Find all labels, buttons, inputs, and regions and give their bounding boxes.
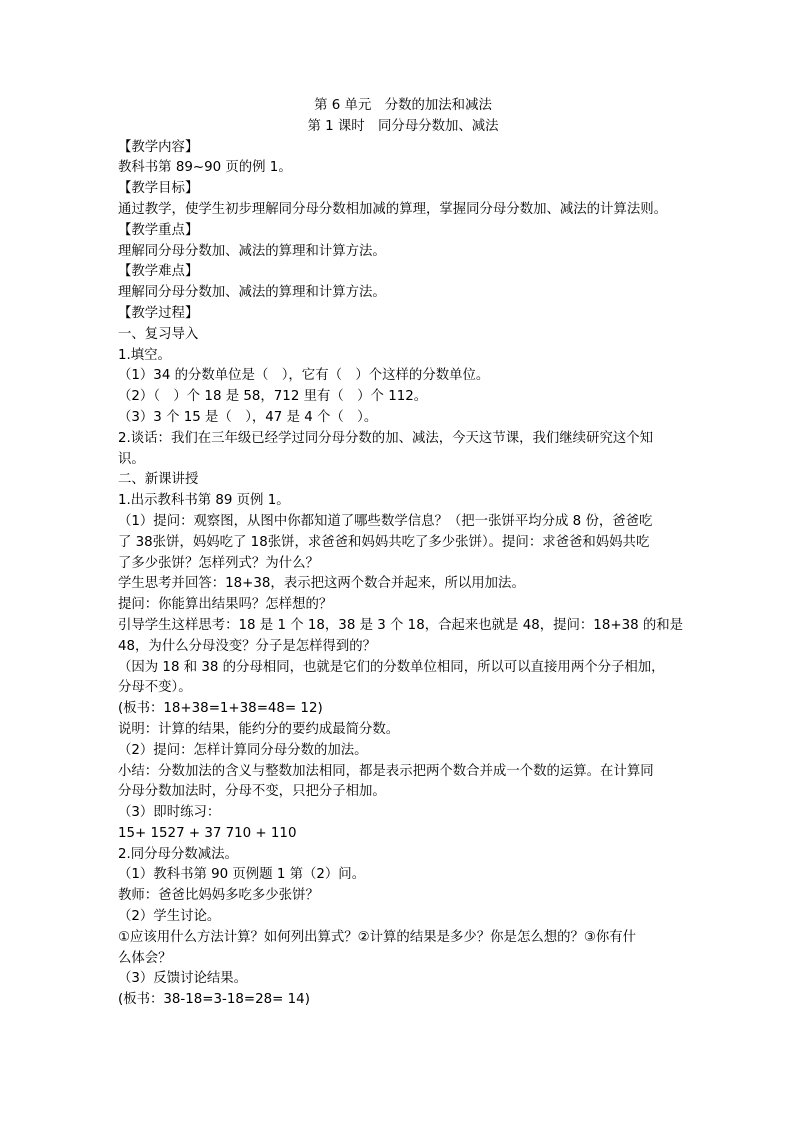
text-line: 了 38张饼，妈妈吃了 18张饼，求爸爸和妈妈共吃了多少张饼）。提问：求爸爸和妈妈共吃 [118,534,650,550]
section-heading-difficulties: 【教学难点】 [118,264,199,280]
paragraph-key-points: 理解同分母分数加、减法的算理和计算方法。 [118,243,386,259]
subheading-new-lesson: 二、新课讲授 [118,472,199,488]
unit-title: 第 6 单元 分数的加法和减法 [314,98,492,113]
text-line: （1）提问：观察图，从图中你都知道了哪些数学信息？（把一张饼平均分成 8 份，爸爸吃 [118,513,653,529]
text-line: 说明：计算的结果，能约分的要约成最简分数。 [118,721,400,737]
text-line: 分母不变）。 [118,680,192,696]
text-line: （2）提问：怎样计算同分母分数的加法。 [118,742,368,758]
section-heading-key-points: 【教学重点】 [118,222,199,238]
paragraph-goals: 通过教学，使学生初步理解同分母分数相加减的算理，掌握同分母分数加、减法的计算法则。 [118,201,668,217]
section-heading-goals: 【教学目标】 [118,181,199,197]
text-line: 1.出示教科书第 89 页例 1。 [118,493,290,509]
text-line: 么体会？ [118,950,172,966]
text-line: 1.填空。 [118,347,171,363]
text-line: 48，为什么分母没变？分子是怎样得到的？ [118,638,377,654]
text-line: （2）（ ）个 18 是 58，712 里有（ ）个 112。 [118,389,428,405]
text-line: （3）即时练习： [118,805,221,821]
text-line: （2）学生讨论。 [118,909,221,925]
paragraph-difficulties: 理解同分母分数加、减法的算理和计算方法。 [118,285,386,301]
blackboard-note: (板书：38-18=3-18=28= 14) [118,992,310,1008]
text-line: ①应该用什么方法计算？如何列出算式？②计算的结果是多少？你是怎么想的？③你有什 [118,929,637,945]
exercise-line: 15+ 1527 + 37 710 + 110 [118,825,297,841]
document-page [118,96,688,1011]
text-line: （1）教科书第 90 页例题 1 第（2）问。 [118,867,366,883]
text-line: 教师：爸爸比妈妈多吃多少张饼？ [118,888,319,904]
text-line: 了多少张饼？怎样列式？为什么？ [118,555,319,571]
text-line: 引导学生这样思考：18 是 1 个 18，38 是 3 个 18，合起来也就是 48，提问：18+38 的和是 [118,617,684,633]
blackboard-note: (板书：18+38=1+38=48= 12) [118,701,323,717]
text-line: 提问：你能算出结果吗？怎样想的？ [118,597,333,613]
text-line: 学生思考并回答：18+38，表示把这两个数合并起来，所以用加法。 [118,576,525,592]
text-line: 2.同分母分数减法。 [118,846,238,862]
text-line: 识。 [118,451,145,467]
lesson-title: 第 1 课时 同分母分数加、减法 [307,118,499,134]
paragraph-content: 教科书第 89~90 页的例 1。 [118,160,292,176]
subheading-review: 一、复习导入 [118,326,199,342]
section-heading-content: 【教学内容】 [118,139,199,155]
text-line: （因为 18 和 38 的分母相同，也就是它们的分数单位相同，所以可以直接用两个分子相加， [118,659,665,675]
text-line: 小结：分数加法的含义与整数加法相同，都是表示把两个数合并成一个数的运算。在计算同 [118,763,654,779]
text-line: （3）3 个 15 是（ ），47 是 4 个（ ）。 [118,409,378,425]
text-line: 分母分数加法时，分母不变，只把分子相加。 [118,784,386,800]
section-heading-process: 【教学过程】 [118,305,199,321]
text-line: （1）34 的分数单位是（ ），它有（ ）个这样的分数单位。 [118,368,490,384]
text-line: （3）反馈讨论结果。 [118,971,248,987]
text-line: 2.谈话：我们在三年级已经学过同分母分数的加、减法，今天这节课，我们继续研究这个知 [118,430,654,446]
